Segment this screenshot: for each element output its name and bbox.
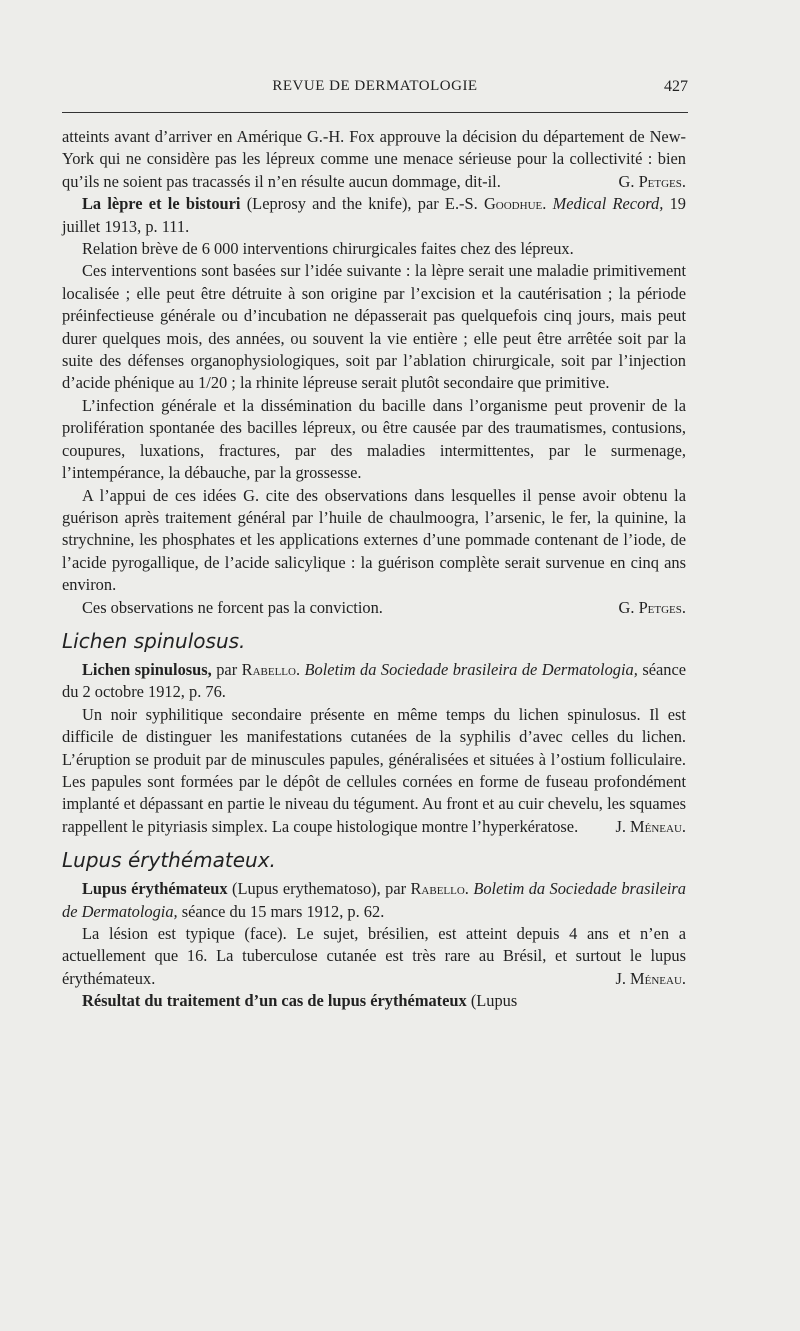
paragraph-11: La lésion est typique (face). Le sujet, brésilien, est atteint depuis 4 ans et n’en a actuellement que 16. La tuberculose cutanée est très rare au Brésil, et surtout le lupus érythémateux. J. Méneau.	[62, 923, 686, 990]
article-title: Lichen spinulosus,	[82, 659, 212, 679]
section-heading-lichen: Lichen spinulosus.	[62, 628, 246, 653]
paragraph-9: Un noir syphilitique secondaire présente en même temps du lichen spinulosus. Il est difficile de distinguer les manifestations cutanées de la syphilis d’avec celles du lichen. L’éruption se produit par de minuscules papules, généralisées et situées à l’ostium folliculaire. Les papules sont formées par le dépôt de cellules cornées en forme de fuseau profondément implanté et dépassant en partie le niveau du tégument. Au front et au cuir chevelu, les squames rappellent le pityriasis simplex. La coupe histologique montre l’hyperkératose. J. Méneau.	[62, 704, 686, 838]
paragraph-1	[62, 126, 686, 193]
paragraph-1-text: atteints avant d’arriver en Amérique G.-H. Fox approuve la décision du département de New-York qui ne considère pas les lépreux comme une menace sérieuse pour la collectivité : bien qu’ils ne soient pas tracassés il n’en résulte aucun dommage, dit-il.	[62, 127, 686, 191]
running-head	[62, 78, 688, 100]
author-name: Rabello.	[241, 659, 301, 679]
article-title: La lèpre et le bistouri	[82, 194, 241, 214]
running-title: REVUE DE DERMATOLOGIE	[272, 78, 478, 94]
signature-3: J. Méneau.	[615, 816, 686, 836]
signature-1: G. Petges.	[618, 171, 686, 191]
journal-name: Boletim da Sociedade brasileira de Dermatologia,	[304, 659, 638, 679]
section-heading-lupus: Lupus érythémateux.	[62, 848, 276, 873]
paragraph-6: A l’appui de ces idées G. cite des observations dans lesquelles il pense avoir obtenu la guérison après traitement général par l’huile de chaulmoogra, l’arsenic, le fer, la quinine, la strychnine, les phosphates et les applications externes d’une pommade contenant de l’iode, de l’acide pyrogallique, de l’acide salicylique : la guérison complète serait survenue en cinq ans environ.	[62, 485, 686, 595]
signature-2: G. Petges.	[618, 597, 686, 617]
author-name: Goodhue.	[483, 194, 547, 214]
article-title: Lupus érythémateux	[82, 879, 228, 899]
paragraph-7: Ces observations ne forcent pas la conviction. G. Petges.	[62, 597, 686, 619]
paragraph-5: L’infection générale et la dissémination du bacille dans l’organisme peut provenir de la prolifération spontanée des bacilles lépreux, ou être causée par des traumatismes, contusions, coupures, luxations, fractures, par des maladies intermittentes, par le surmenage, l’intempérance, la débauche, par la grossesse.	[62, 395, 686, 483]
reference-lupus: Lupus érythémateux (Lupus erythematoso), par Rabello. Boletim da Sociedade brasileira de Dermatologia, séance du 15 mars 1912, p. 62.	[62, 879, 686, 921]
signature-4: J. Méneau.	[615, 968, 686, 988]
journal-name: Boletim da Sociedade brasileira de Dermatologia,	[62, 879, 686, 921]
article-body	[62, 126, 686, 1013]
header-rule	[62, 112, 688, 113]
article-title: Résultat du traitement d’un cas de lupus érythémateux	[82, 991, 467, 1011]
paragraph-12: Résultat du traitement d’un cas de lupus érythémateux (Lupus	[82, 991, 518, 1011]
reference-leprosy-knife: La lèpre et le bistouri (Leprosy and the knife), par E.-S. Goodhue. Medical Record, 19 juillet 1913, p. 111.	[62, 194, 686, 236]
paragraph-3: Relation brève de 6 000 interventions chirurgicales faites chez des lépreux.	[82, 239, 574, 259]
author-name: Rabello.	[410, 879, 469, 899]
paragraph-4: Ces interventions sont basées sur l’idée suivante : la lèpre serait une maladie primitivement localisée ; elle peut être détruite à son origine par l’excision et la cautérisation ; la période préinfectieuse générale ou d’incubation ne dépasserait pas quelquefois cinq jours, mais peut durer quelques mois, des années, ou souvent la vie entière ; elle peut être arrêtée soit par la suite des défenses organophysiologiques, soit par l’ablation chirurgicale, soit par l’injection d’acide phénique au 1/20 ; la rhinite lépreuse serait plutôt secondaire que primitive.	[62, 261, 686, 393]
page-number: 427	[664, 78, 688, 95]
journal-name: Medical Record,	[552, 194, 664, 214]
reference-lichen: Lichen spinulosus, par Rabello. Boletim da Sociedade brasileira de Dermatologia, séance du 2 octobre 1912, p. 76.	[62, 659, 686, 702]
